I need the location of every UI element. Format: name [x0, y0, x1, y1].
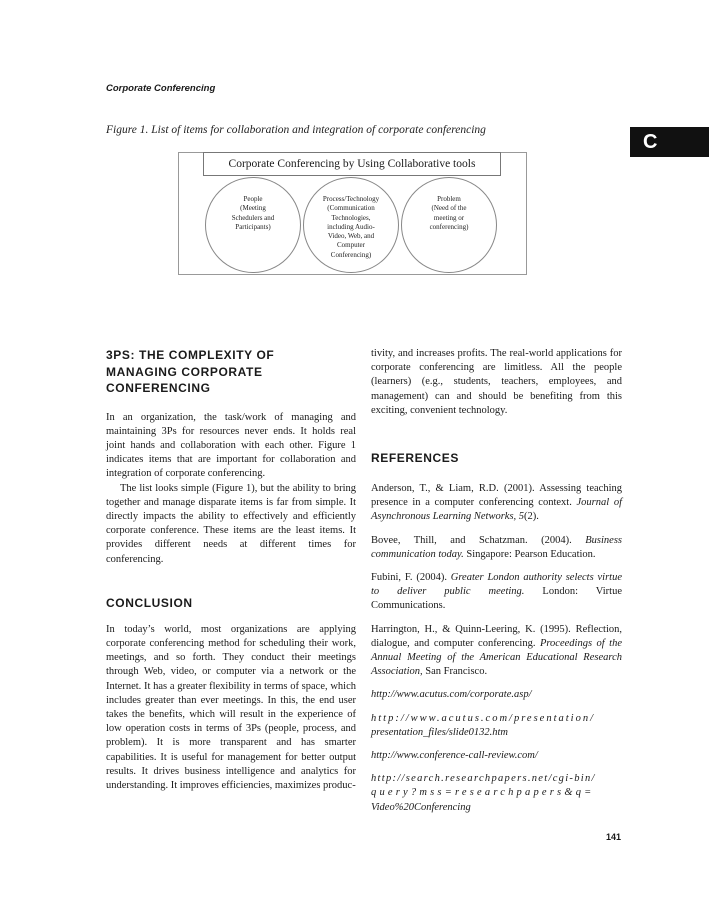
reference-url-part[interactable]: query?mss=researchpapers&q=: [371, 787, 595, 799]
reference-journal: Journal of Asynchronous Learning Networks, 5: [371, 497, 622, 523]
reference-url-part[interactable]: presentation_files/slide0132.htm: [371, 726, 508, 738]
reference-text: Harrington, H., & Quinn-Leering, K. (1995). Reflection, dialogue, and computer conferencing.: [371, 623, 622, 649]
reference-text: Anderson, T., & Liam, R.D. (2001). Assessing teaching presence in a computer conferencing context.: [371, 483, 622, 509]
reference-text: San Francisco.: [422, 666, 488, 678]
reference-text: Fubini, F. (2004).: [371, 572, 451, 584]
paragraph-conclusion-continued: tivity, and increases profits. The real-world applications for corporate conferencing are limitless. All the people (learners) (e.g., students, teachers, employees, and management) can and should be benefiting from this exciting, convenient technology.: [371, 348, 622, 416]
figure-circle-problem-label: Problem (Need of the meeting or conferencing): [429, 195, 469, 231]
reference-url-part[interactable]: Video%20Conferencing: [371, 801, 471, 813]
figure-title: Corporate Conferencing by Using Collaborative tools: [203, 152, 501, 176]
reference-title: Greater London authority selects virtue to deliver public meeting.: [371, 572, 623, 598]
section-tab: C: [630, 127, 709, 157]
reference-item: [371, 571, 622, 614]
figure-circle-people-label: People (Meeting Schedulers and Participants): [231, 195, 275, 231]
reference-url[interactable]: http://www.acutus.com/corporate.asp/: [371, 689, 532, 701]
reference-url[interactable]: [371, 712, 622, 740]
section-heading-references: REFERENCES: [371, 451, 460, 466]
reference-text: London: Virtue Communications.: [371, 586, 622, 612]
reference-item: [371, 482, 622, 525]
reference-text: Singapore: Pearson Education.: [463, 548, 596, 560]
figure-circle-process-label: Process/Technology (Communication Technologies, including Audio- Video, Web, and Computer Conferencing): [322, 195, 380, 259]
section-heading-3ps: 3PS: THE COMPLEXITY OF MANAGING CORPORATE CONFERENCING: [106, 348, 275, 395]
right-column: [371, 347, 622, 815]
reference-url[interactable]: [371, 772, 622, 815]
reference-url-part[interactable]: http://search.researchpapers.net/cgi-bin/: [371, 773, 596, 785]
reference-title: Business communication today.: [371, 534, 622, 560]
reference-title: Proceedings of the Annual Meeting of the American Educational Research Association,: [371, 637, 622, 678]
reference-item: [371, 623, 622, 680]
paragraph-3ps-2: The list looks simple (Figure 1), but the ability to bring together and manage disparate items is far from simple. It directly impacts the ability to effectively and efficiently corporate conference. These items are the least items. It provides different needs at different times for conferencing.: [106, 482, 356, 565]
reference-list: [371, 482, 622, 815]
reference-url-part[interactable]: http://www.acutus.com/presentation/: [371, 712, 595, 724]
page-number: 141: [606, 832, 622, 842]
paragraph-3ps-1: In an organization, the task/work of managing and maintaining 3Ps for resources never ends. It holds real joint hands and collaboration with each other. Figure 1 indicates items that are important for collaboration and integration of corporate conferencing.: [106, 411, 356, 480]
reference-item: [371, 534, 622, 562]
reference-text: (2).: [524, 511, 539, 523]
paragraph-conclusion: In today’s world, most organizations are applying corporate conferencing method for scheduling their work, meetings, and so forth. They conduct their meetings through Web, video, or computer via a network or the Internet. It has a greater flexibility in terms of space, which includes greater than ever meetings. In this, the end user takes the benefits, which will result in the experience of low operation costs in terms of 3Ps (people, process, and problem). It is more transparent and has smarter capabilities. It is useful for management for better output results. It drives business intelligence and analytics for understanding. It improves efficiencies, maximizes produc-: [106, 623, 356, 791]
figure-caption: Figure 1. List of items for collaboration and integration of corporate conferencing: [106, 124, 486, 136]
reference-text: Bovee, Thill, and Schatzman. (2004).: [371, 534, 586, 546]
left-column: [106, 347, 356, 793]
running-header: Corporate Conferencing: [106, 83, 216, 94]
reference-url[interactable]: http://www.conference-call-review.com/: [371, 750, 538, 762]
section-heading-conclusion: CONCLUSION: [106, 595, 193, 610]
